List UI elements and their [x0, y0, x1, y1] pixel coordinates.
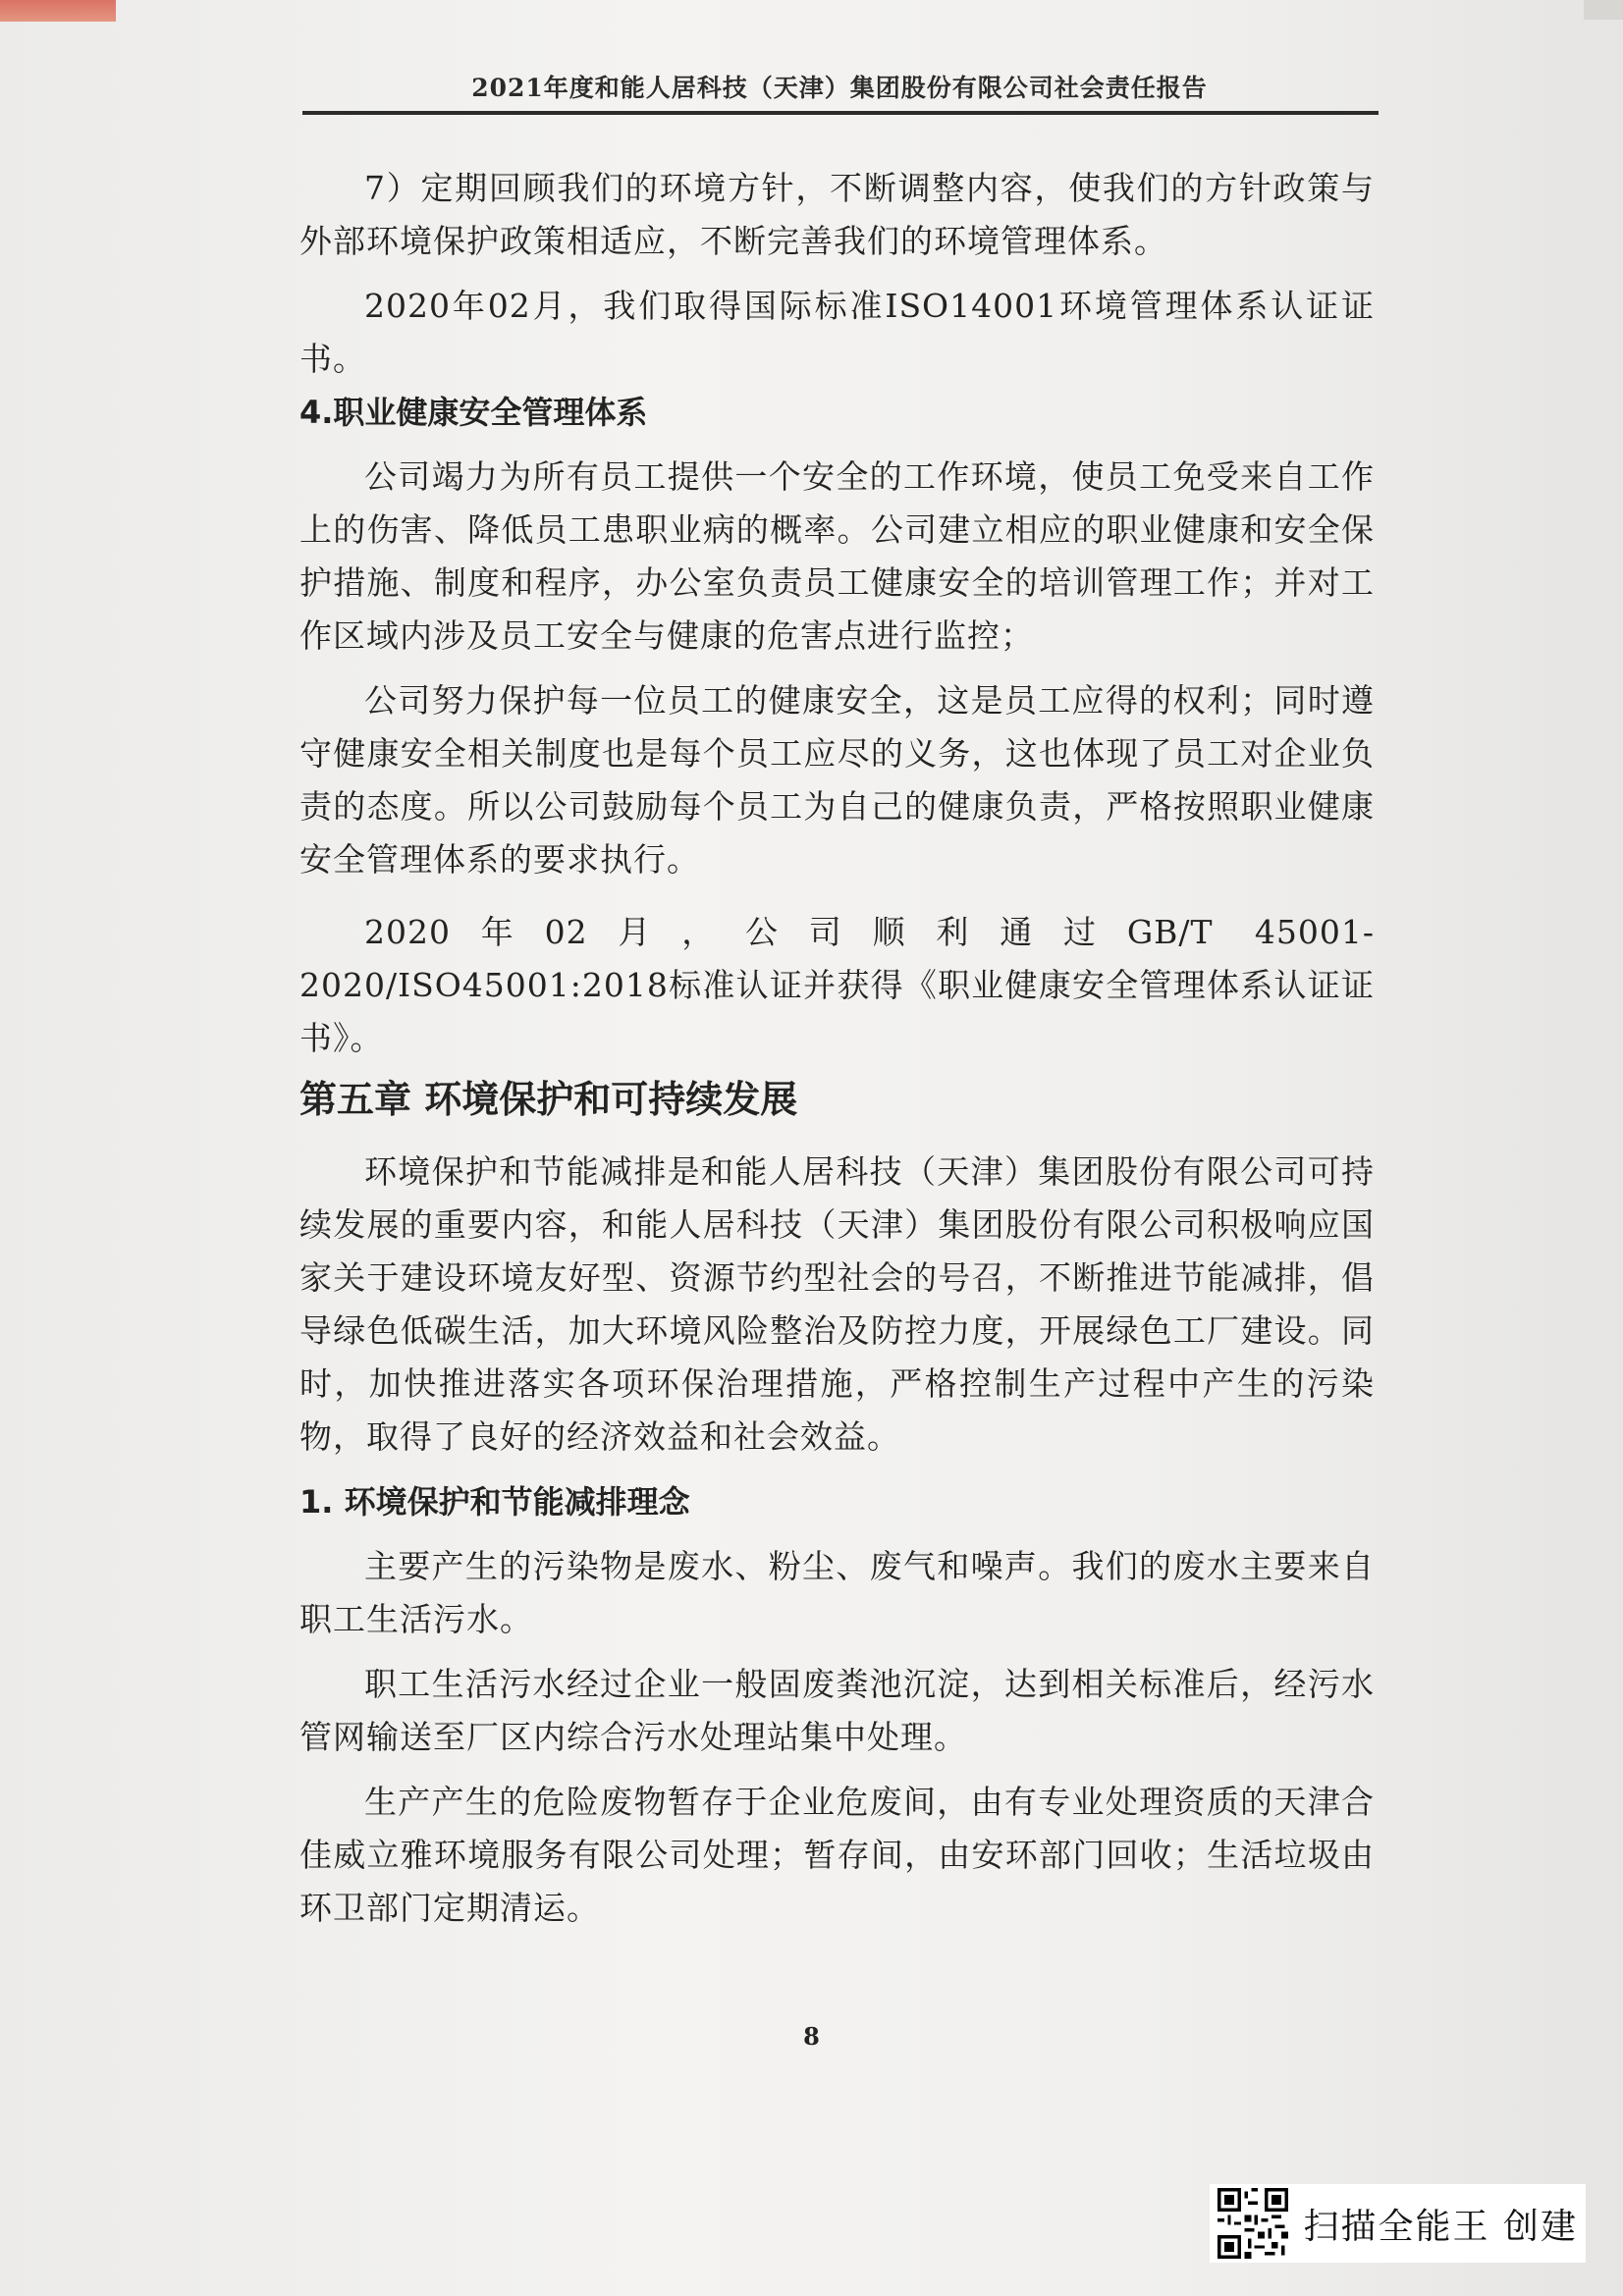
section-heading-occupational-health: 4.职业健康安全管理体系	[299, 394, 648, 431]
paragraph-employee-health-rights: 公司努力保护每一位员工的健康安全，这是员工应得的权利；同时遵守健康安全相关制度也是每个员工应尽的义务，这也体现了员工对企业负责的态度。所以公司鼓励每个员工为自己的健康负责，严格按照职业健康安全管理体系的要求执行。	[299, 681, 1375, 879]
paragraph-sewage-treatment: 职工生活污水经过企业一般固废粪池沉淀，达到相关标准后，经污水管网输送至厂区内综合污水处理站集中处理。	[299, 1665, 1375, 1756]
paragraph-safe-work-environment: 公司竭力为所有员工提供一个安全的工作环境，使员工免受来自工作上的伤害、降低员工患职业病的概率。公司建立相应的职业健康和安全保护措施、制度和程序，办公室负责员工健康安全的培训管理工作；并对工作区域内涉及员工安全与健康的危害点进行监控；	[299, 457, 1375, 655]
scanner-watermark	[1210, 2184, 1586, 2263]
paragraph-iso14001: 2020年02月，我们取得国际标准ISO14001环境管理体系认证证书。	[299, 287, 1375, 378]
page-number: 8	[803, 2022, 820, 2051]
section-heading-environmental-concept: 1. 环境保护和节能减排理念	[299, 1483, 690, 1521]
running-header: 2021年度和能人居科技（天津）集团股份有限公司社会责任报告	[471, 74, 1208, 102]
paragraph-iso45001: 2020年02月，公司顺利通过GB/T 45001-2020/ISO45001:2018标准认证并获得《职业健康安全管理体系认证证书》。	[299, 913, 1375, 1057]
qr-code-icon	[1217, 2188, 1288, 2259]
page-content	[299, 162, 1375, 1935]
paragraph-environmental-policy-review: 7）定期回顾我们的环境方针，不断调整内容，使我们的方针政策与外部环境保护政策相适应，不断完善我们的环境管理体系。	[299, 169, 1375, 260]
paragraph-sustainability-overview: 环境保护和节能减排是和能人居科技（天津）集团股份有限公司可持续发展的重要内容，和能人居科技（天津）集团股份有限公司积极响应国家关于建设环境友好型、资源节约型社会的号召，不断推进节能减排，倡导绿色低碳生活，加大环境风险整治及防控力度，开展绿色工厂建设。同时，加快推进落实各项环保治理措施，严格控制生产过程中产生的污染物，取得了良好的经济效益和社会效益。	[299, 1152, 1375, 1456]
chapter-heading-five: 第五章 环境保护和可持续发展	[299, 1078, 798, 1121]
paragraph-hazardous-waste: 生产产生的危险废物暂存于企业危废间，由有专业处理资质的天津合佳威立雅环境服务有限公司处理；暂存间，由安环部门回收；生活垃圾由环卫部门定期清运。	[299, 1783, 1375, 1927]
scan-corner-mark	[0, 0, 116, 22]
paragraph-pollutants: 主要产生的污染物是废水、粉尘、废气和噪声。我们的废水主要来自职工生活污水。	[299, 1547, 1375, 1638]
header-rule	[302, 111, 1379, 115]
watermark-text: 扫描全能王 创建	[1303, 2206, 1578, 2247]
scan-corner-shadow	[1584, 0, 1623, 20]
